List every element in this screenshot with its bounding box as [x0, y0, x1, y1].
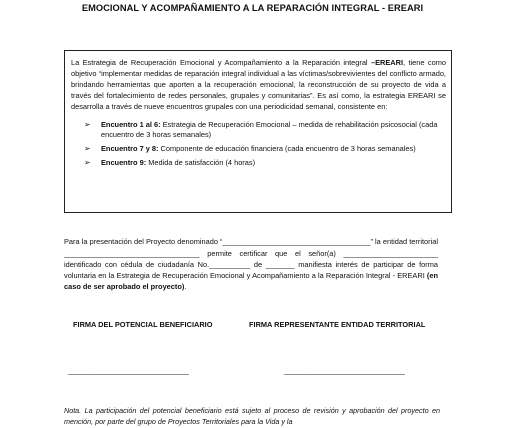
list-item [71, 144, 446, 155]
representative-signature-label: FIRMA REPRESENTANTE ENTIDAD TERRITORIAL [249, 320, 426, 329]
note-paragraph: Nota. La participación del potencial beneficiario está sujeto al proceso de revisión y aprobación del proyecto en mención, por parte del grupo de Proyectos Territoriales para la Vida y la [64, 406, 440, 427]
arrow-bullet-icon: ➢ [84, 119, 91, 129]
certification-end: . [184, 282, 187, 292]
program-description-box [64, 50, 452, 213]
certification-condition: (en caso de ser aprobado el proyecto) [64, 271, 438, 292]
arrow-bullet-icon: ➢ [84, 158, 91, 168]
list-item-label: Encuentro 1 al 6: [101, 119, 161, 129]
list-item-label: Encuentro 7 y 8: [101, 144, 159, 154]
intro-acronym: –EREARI [370, 58, 404, 67]
list-item-label: Encuentro 9: [101, 158, 147, 168]
list-item-text: Componente de educación financiera (cada encuentro de 3 horas semanales) [158, 144, 416, 154]
list-item [71, 158, 446, 169]
list-item-text: Estrategia de Recuperación Emocional – medida de rehabilitación psicosocial (cada encuentro de 3 horas semanales) [101, 119, 438, 140]
list-item-text: Medida de satisfacción (4 horas) [146, 158, 256, 168]
document-title: EMOCIONAL Y ACOMPAÑAMIENTO A LA REPARACIÓN INTEGRAL - EREARI [81, 3, 424, 13]
certification-text: Para la presentación del Proyecto denominado “____________________________________” la entidad territorial _________________________________ permite certificar que el señor(a) _______________________ identificado con cédula de ciudadanía No.__________ de _______ manifiesta interés de participar de forma voluntaria en la Estrategia de Recuperación Emocional y Acompañamiento a la Reparación Integral - EREARI [64, 237, 438, 280]
certification-paragraph [64, 236, 438, 292]
intro-text-2: , tiene como objetivo “implementar medidas de reparación integral individual a las víctimas/sobrevivientes del conflicto armado, brindando herramientas que aporten a la recuperación emocional, la reconstrucción de su proyecto de vida a través del fortalecimiento de redes personales, grupales y comunitarias”. Es así como, la estrategia EREARI se desarrolla a través de nueve encuentros grupales con una periodicidad semanal, consistente en: [71, 58, 446, 111]
list-item [71, 120, 446, 142]
intro-text-1: La Estrategia de Recuperación Emocional y Acompañamiento a la Reparación integral [71, 58, 371, 67]
arrow-bullet-icon: ➢ [84, 144, 91, 154]
representative-signature-line: ________________________________ [284, 366, 405, 375]
beneficiary-signature-label: FIRMA DEL POTENCIAL BENEFICIARIO [73, 320, 213, 329]
program-intro [71, 58, 446, 113]
encounters-list [71, 120, 446, 170]
beneficiary-signature-line: ________________________________ [68, 366, 189, 375]
